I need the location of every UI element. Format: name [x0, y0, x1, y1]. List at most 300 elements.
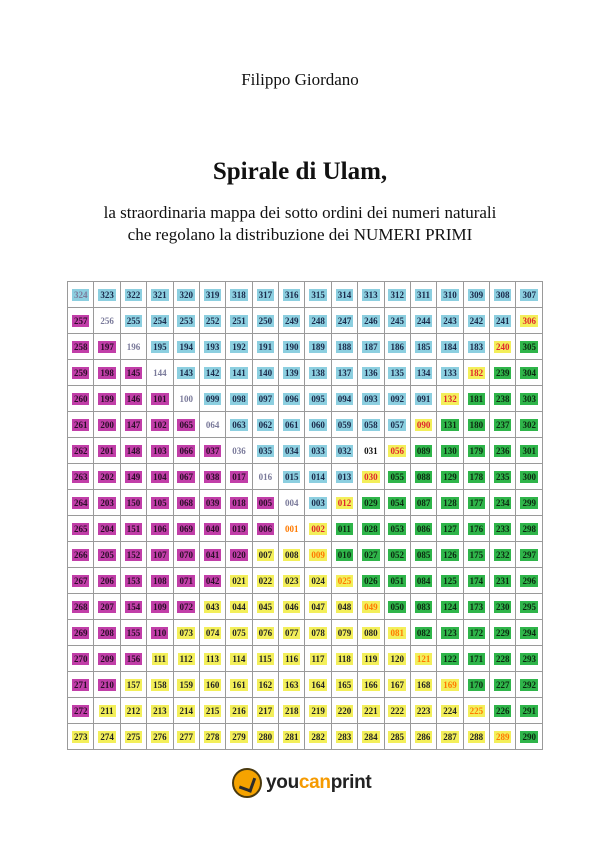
grid-cell: [199, 646, 225, 672]
grid-number: 189: [311, 341, 325, 352]
grid-number: 145: [126, 367, 141, 378]
grid-number: 246: [364, 315, 378, 326]
grid-cell: [226, 568, 252, 594]
grid-number: 102: [153, 419, 167, 430]
ulam-spiral-grid: [67, 281, 543, 742]
grid-cell: [199, 334, 225, 360]
grid-number: 087: [416, 497, 431, 508]
subtitle-line-1: la straordinaria mappa dei sotto ordini dei numeri naturali: [103, 203, 497, 222]
grid-number: 211: [100, 705, 114, 716]
grid-number: 014: [311, 471, 325, 482]
grid-cell: [120, 386, 146, 412]
grid-cell: [68, 490, 94, 516]
grid-cell: [279, 542, 305, 568]
grid-number: 032: [337, 445, 352, 456]
grid-cell: [94, 308, 120, 334]
grid-cell: [147, 620, 173, 646]
grid-cell: [68, 516, 94, 542]
grid-cell: [516, 334, 543, 360]
publisher-badge-icon: [232, 768, 262, 798]
grid-cell: [331, 308, 357, 334]
grid-cell: [94, 438, 120, 464]
grid-number: 318: [232, 289, 246, 300]
grid-number: 080: [364, 627, 378, 638]
grid-number: 091: [416, 393, 431, 404]
grid-cell: [463, 594, 489, 620]
grid-number: 224: [443, 705, 457, 716]
grid-cell: [252, 438, 278, 464]
grid-number: 036: [232, 445, 246, 456]
grid-cell: [384, 438, 410, 464]
grid-number: 210: [100, 679, 114, 690]
grid-number: 281: [284, 731, 299, 742]
grid-number: 026: [364, 575, 378, 586]
grid-cell: [358, 516, 384, 542]
grid-number: 056: [390, 445, 404, 456]
grid-number: 104: [153, 471, 167, 482]
grid-number: 017: [232, 471, 246, 482]
grid-cell: [384, 568, 410, 594]
grid-number: 298: [522, 523, 536, 534]
grid-cell: [226, 334, 252, 360]
grid-number: 182: [469, 367, 484, 378]
grid-number: 163: [284, 679, 299, 690]
grid-number: 170: [469, 679, 484, 690]
grid-cell: [305, 438, 331, 464]
grid-cell: [147, 386, 173, 412]
grid-number: 322: [126, 289, 141, 300]
grid-cell: [358, 542, 384, 568]
grid-number: 312: [390, 289, 404, 300]
grid-number: 180: [469, 419, 484, 430]
grid-number: 123: [443, 627, 457, 638]
grid-number: 172: [469, 627, 484, 638]
grid-cell: [199, 438, 225, 464]
grid-number: 012: [337, 497, 352, 508]
grid-number: 008: [284, 549, 299, 560]
grid-cell: [68, 672, 94, 698]
grid-number: 233: [495, 523, 510, 534]
grid-cell: [516, 516, 543, 542]
grid-cell: [252, 620, 278, 646]
grid-number: 207: [100, 601, 114, 612]
grid-number: 238: [495, 393, 510, 404]
grid-cell: [437, 490, 463, 516]
grid-cell: [68, 438, 94, 464]
grid-number: 229: [495, 627, 510, 638]
grid-number: 265: [73, 523, 88, 534]
grid-number: 243: [443, 315, 457, 326]
grid-number: 086: [416, 523, 431, 534]
grid-cell: [490, 490, 516, 516]
grid-cell: [384, 308, 410, 334]
grid-cell: [226, 620, 252, 646]
grid-cell: [68, 724, 94, 750]
grid-cell: [516, 308, 543, 334]
grid-number: 184: [443, 341, 457, 352]
publisher-logo: [232, 768, 382, 804]
grid-number: 282: [311, 731, 325, 742]
grid-cell: [226, 308, 252, 334]
grid-cell: [252, 724, 278, 750]
grid-number: 261: [73, 419, 88, 430]
grid-number: 105: [153, 497, 167, 508]
grid-cell: [252, 464, 278, 490]
grid-number: 249: [284, 315, 299, 326]
grid-number: 315: [311, 289, 325, 300]
grid-number: 024: [311, 575, 325, 586]
grid-cell: [226, 464, 252, 490]
grid-cell: [94, 516, 120, 542]
grid-number: 050: [390, 601, 404, 612]
grid-cell: [252, 282, 278, 308]
grid-cell: [358, 282, 384, 308]
grid-number: 254: [153, 315, 167, 326]
grid-number: 299: [522, 497, 536, 508]
grid-cell: [437, 438, 463, 464]
grid-number: 126: [443, 549, 457, 560]
grid-cell: [252, 360, 278, 386]
grid-number: 167: [390, 679, 404, 690]
grid-cell: [94, 646, 120, 672]
grid-cell: [147, 412, 173, 438]
grid-cell: [279, 412, 305, 438]
grid-number: 251: [232, 315, 246, 326]
grid-number: 242: [469, 315, 484, 326]
grid-cell: [410, 672, 436, 698]
grid-cell: [199, 594, 225, 620]
grid-number: 166: [364, 679, 378, 690]
grid-row: [68, 490, 543, 516]
grid-number: 101: [153, 393, 167, 404]
grid-cell: [226, 542, 252, 568]
grid-number: 183: [469, 341, 484, 352]
grid-cell: [173, 334, 199, 360]
grid-cell: [68, 282, 94, 308]
grid-number: 201: [100, 445, 114, 456]
grid-cell: [147, 568, 173, 594]
grid-cell: [252, 672, 278, 698]
grid-cell: [463, 672, 489, 698]
grid-cell: [331, 568, 357, 594]
grid-number: 307: [522, 289, 536, 300]
grid-row: [68, 464, 543, 490]
grid-number: 275: [126, 731, 141, 742]
grid-number: 202: [100, 471, 114, 482]
grid-cell: [120, 672, 146, 698]
grid-number: 191: [258, 341, 273, 352]
grid-cell: [94, 464, 120, 490]
grid-number: 156: [126, 653, 141, 664]
grid-cell: [437, 646, 463, 672]
grid-cell: [305, 724, 331, 750]
grid-number: 143: [179, 367, 193, 378]
grid-number: 129: [443, 471, 457, 482]
grid-number: 185: [416, 341, 431, 352]
book-title: Spirale di Ulam,: [212, 158, 388, 185]
grid-number: 113: [206, 653, 220, 664]
grid-number: 218: [284, 705, 299, 716]
grid-number: 241: [495, 315, 510, 326]
grid-number: 067: [179, 471, 193, 482]
grid-number: 291: [522, 705, 536, 716]
grid-number: 313: [364, 289, 378, 300]
grid-number: 033: [311, 445, 325, 456]
grid-number: 248: [311, 315, 325, 326]
grid-number: 154: [126, 601, 141, 612]
grid-number: 150: [126, 497, 141, 508]
grid-number: 176: [469, 523, 484, 534]
grid-number: 139: [284, 367, 299, 378]
grid-number: 151: [126, 523, 141, 534]
grid-cell: [463, 698, 489, 724]
grid-cell: [358, 672, 384, 698]
grid-number: 219: [311, 705, 325, 716]
grid-cell: [516, 724, 543, 750]
grid-cell: [305, 282, 331, 308]
grid-number: 077: [284, 627, 299, 638]
grid-number: 194: [179, 341, 193, 352]
grid-number: 306: [522, 315, 536, 326]
grid-cell: [384, 386, 410, 412]
grid-cell: [279, 646, 305, 672]
grid-number: 276: [153, 731, 167, 742]
grid-number: 125: [443, 575, 457, 586]
grid-number: 222: [390, 705, 404, 716]
grid-cell: [305, 464, 331, 490]
grid-cell: [199, 698, 225, 724]
grid-number: 308: [495, 289, 510, 300]
grid-row: [68, 516, 543, 542]
grid-number: 208: [100, 627, 114, 638]
grid-number: 257: [73, 315, 88, 326]
grid-cell: [437, 386, 463, 412]
grid-cell: [173, 568, 199, 594]
grid-number: 070: [179, 549, 193, 560]
grid-cell: [120, 464, 146, 490]
grid-cell: [120, 594, 146, 620]
grid-cell: [463, 412, 489, 438]
grid-number: 022: [258, 575, 273, 586]
grid-cell: [410, 360, 436, 386]
grid-cell: [226, 516, 252, 542]
grid-number: 175: [469, 549, 484, 560]
grid-number: 076: [258, 627, 273, 638]
grid-number: 262: [73, 445, 88, 456]
grid-cell: [68, 594, 94, 620]
grid-cell: [384, 334, 410, 360]
grid-number: 007: [258, 549, 273, 560]
publisher-wordmark: youcanprint: [266, 772, 372, 793]
grid-number: 040: [205, 523, 220, 534]
author-name: Filippo Giordano: [241, 70, 359, 89]
grid-cell: [305, 490, 331, 516]
grid-cell: [226, 672, 252, 698]
grid-number: 252: [205, 315, 220, 326]
grid-cell: [490, 568, 516, 594]
grid-cell: [384, 360, 410, 386]
grid-cell: [516, 412, 543, 438]
grid-cell: [68, 620, 94, 646]
grid-cell: [173, 672, 199, 698]
grid-cell: [410, 386, 436, 412]
grid-number: 108: [153, 575, 167, 586]
grid-cell: [358, 620, 384, 646]
grid-cell: [305, 412, 331, 438]
grid-cell: [358, 464, 384, 490]
grid-number: 214: [179, 705, 193, 716]
grid-row: [68, 412, 543, 438]
grid-cell: [358, 334, 384, 360]
grid-cell: [384, 594, 410, 620]
grid-cell: [279, 308, 305, 334]
grid-number: 256: [100, 315, 114, 326]
grid-cell: [147, 438, 173, 464]
grid-cell: [410, 490, 436, 516]
grid-number: 190: [284, 341, 299, 352]
grid-number: 051: [390, 575, 404, 586]
grid-cell: [120, 724, 146, 750]
grid-cell: [490, 386, 516, 412]
grid-cell: [490, 542, 516, 568]
grid-cell: [490, 464, 516, 490]
grid-number: 103: [153, 445, 167, 456]
grid-cell: [384, 516, 410, 542]
grid-cell: [120, 646, 146, 672]
grid-cell: [516, 594, 543, 620]
grid-number: 034: [284, 445, 299, 456]
grid-cell: [331, 594, 357, 620]
grid-number: 197: [100, 341, 114, 352]
grid-cell: [94, 672, 120, 698]
grid-number: 264: [73, 497, 88, 508]
grid-row: [68, 724, 543, 750]
grid-number: 293: [522, 653, 536, 664]
grid-cell: [199, 412, 225, 438]
grid-number: 146: [126, 393, 141, 404]
grid-number: 138: [311, 367, 325, 378]
grid-number: 055: [390, 471, 404, 482]
grid-row: [68, 282, 543, 308]
grid-cell: [147, 698, 173, 724]
grid-cell: [384, 620, 410, 646]
grid-number: 094: [337, 393, 352, 404]
grid-number: 158: [153, 679, 167, 690]
grid-number: 160: [205, 679, 220, 690]
grid-number: 097: [258, 393, 273, 404]
grid-number: 319: [205, 289, 220, 300]
grid-cell: [279, 698, 305, 724]
grid-number: 295: [522, 601, 536, 612]
grid-number: 135: [390, 367, 404, 378]
grid-number: 063: [232, 419, 246, 430]
grid-cell: [252, 516, 278, 542]
grid-cell: [384, 464, 410, 490]
grid-cell: [305, 698, 331, 724]
grid-number: 314: [337, 289, 352, 300]
grid-cell: [173, 464, 199, 490]
grid-cell: [147, 490, 173, 516]
grid-cell: [490, 724, 516, 750]
grid-cell: [463, 360, 489, 386]
grid-cell: [516, 464, 543, 490]
grid-number: 206: [100, 575, 114, 586]
grid-cell: [279, 568, 305, 594]
grid-number: 144: [153, 367, 167, 378]
grid-cell: [490, 594, 516, 620]
grid-number: 071: [179, 575, 193, 586]
grid-number: 164: [311, 679, 325, 690]
grid-number: 089: [416, 445, 431, 456]
grid-number: 287: [443, 731, 457, 742]
grid-number: 044: [232, 601, 246, 612]
grid-cell: [120, 620, 146, 646]
grid-number: 120: [390, 653, 404, 664]
grid-number: 174: [469, 575, 484, 586]
grid-number: 231: [495, 575, 510, 586]
grid-cell: [331, 698, 357, 724]
grid-number: 048: [337, 601, 352, 612]
grid-number: 027: [364, 549, 378, 560]
grid-cell: [252, 308, 278, 334]
grid-number: 250: [258, 315, 273, 326]
grid-number: 013: [337, 471, 352, 482]
grid-number: 200: [100, 419, 114, 430]
grid-number: 047: [311, 601, 325, 612]
grid-cell: [94, 542, 120, 568]
grid-cell: [490, 334, 516, 360]
grid-number: 240: [495, 341, 510, 352]
grid-number: 205: [100, 549, 114, 560]
grid-number: 049: [364, 601, 378, 612]
grid-number: 223: [416, 705, 431, 716]
grid-cell: [226, 594, 252, 620]
grid-number: 132: [443, 393, 457, 404]
grid-number: 310: [443, 289, 457, 300]
grid-number: 199: [100, 393, 114, 404]
grid-cell: [305, 386, 331, 412]
grid-number: 303: [522, 393, 536, 404]
grid-number: 096: [284, 393, 299, 404]
grid-cell: [173, 490, 199, 516]
grid-row: [68, 568, 543, 594]
grid-number: 109: [153, 601, 167, 612]
grid-cell: [437, 282, 463, 308]
grid-cell: [173, 282, 199, 308]
grid-number: 296: [522, 575, 536, 586]
grid-cell: [279, 620, 305, 646]
grid-number: 015: [284, 471, 299, 482]
grid-number: 270: [73, 653, 88, 664]
grid-cell: [120, 334, 146, 360]
grid-number: 100: [179, 393, 193, 404]
grid-number: 035: [258, 445, 273, 456]
grid-cell: [226, 490, 252, 516]
grid-number: 111: [153, 653, 167, 664]
grid-number: 269: [73, 627, 88, 638]
grid-row: [68, 646, 543, 672]
grid-cell: [331, 646, 357, 672]
grid-cell: [120, 360, 146, 386]
grid-number: 061: [284, 419, 299, 430]
grid-number: 195: [153, 341, 167, 352]
grid-cell: [358, 594, 384, 620]
grid-number: 179: [469, 445, 484, 456]
grid-cell: [331, 360, 357, 386]
grid-cell: [331, 724, 357, 750]
grid-cell: [410, 516, 436, 542]
grid-number: 028: [364, 523, 378, 534]
